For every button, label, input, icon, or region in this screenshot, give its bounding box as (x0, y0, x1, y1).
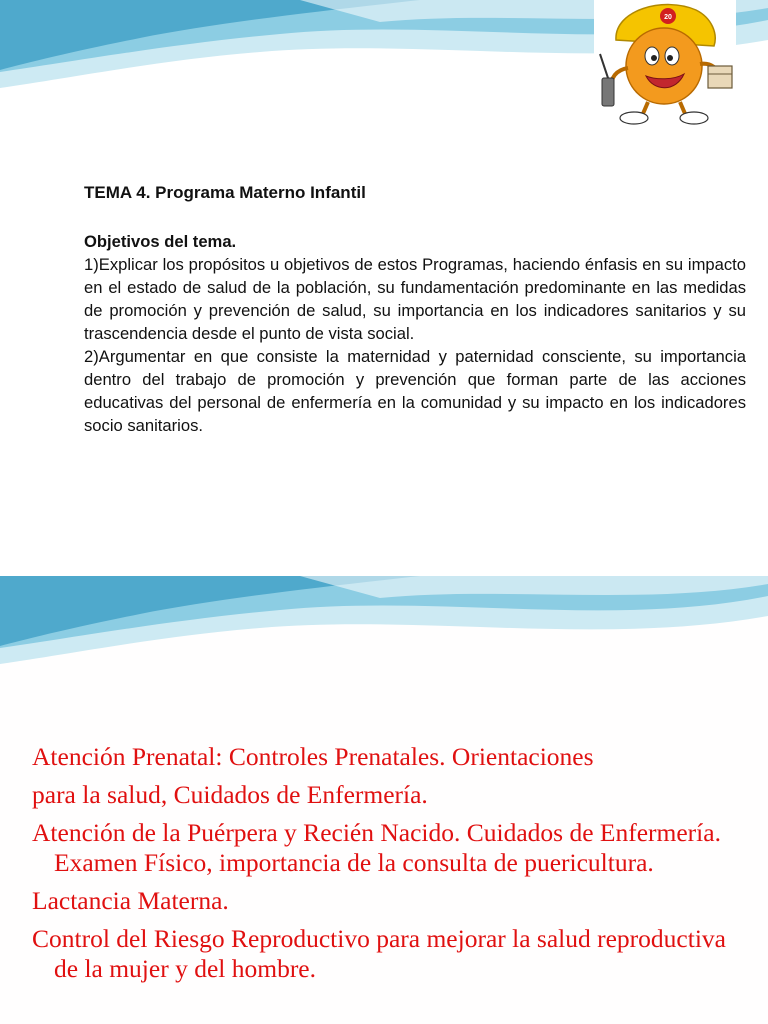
objective-1: 1)Explicar los propósitos u objetivos de estos Programas, haciendo énfasis en su impacto en el estado de salud de la población, su fundamentación predominante en las medidas de promoción y prevención de salud, su importancia en los indicadores sanitarios y su trascendencia desde el punto de vista social. (84, 255, 746, 343)
slide-1-title: TEMA 4. Programa Materno Infantil (84, 183, 366, 202)
slide-separator (0, 555, 768, 576)
objective-2: 2)Argumentar en que consiste la maternidad y paternidad consciente, su importancia dentro del trabajo de promoción y prevención que forman parte de las acciones educativas del personal de enfermería en la comunidad y su impacto en los indicadores socio sanitarios. (84, 347, 746, 435)
hat-badge-text: 20 (664, 14, 672, 21)
objectives-block (84, 230, 746, 437)
topic-item-2: para la salud, Cuidados de Enfermería. (32, 780, 428, 809)
slide-2-wave-banner (0, 576, 768, 676)
objectives-heading: Objetivos del tema. (84, 232, 237, 251)
slide-2 (0, 576, 768, 1024)
topic-item-4: Lactancia Materna. (32, 886, 229, 915)
topic-item-5: Control del Riesgo Reproductivo para mejorar la salud reproductiva de la mujer y del hombre. (32, 924, 726, 983)
topics-list (32, 742, 747, 992)
topic-item-1: Atención Prenatal: Controles Prenatales. Orientaciones (32, 742, 594, 771)
topic-item-3: Atención de la Puérpera y Recién Nacido. Cuidados de Enfermería. Examen Físico, importancia de la consulta de puericultura. (32, 818, 721, 877)
orange-mascot-image (594, 0, 736, 128)
